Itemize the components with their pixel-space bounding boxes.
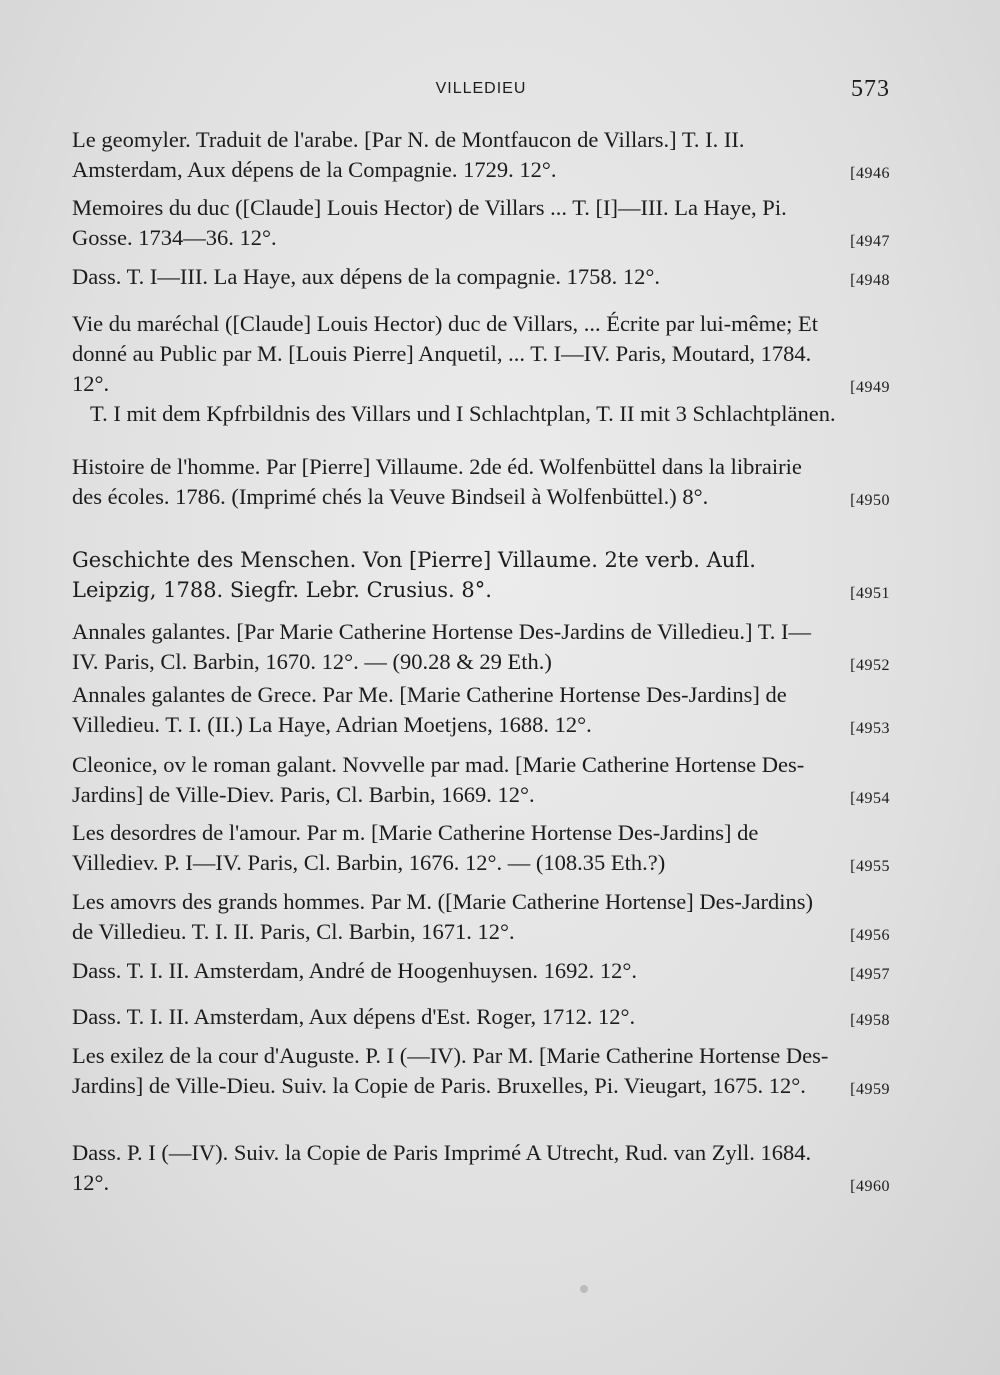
entry-number: [4950: [850, 492, 890, 509]
paper-spot: [580, 1285, 588, 1293]
catalog-entry: [72, 956, 890, 986]
catalog-entry: [72, 818, 890, 878]
entry-text: Annales galantes. [Par Marie Catherine Hortense Des-Jardins de Villedieu.] T. I—IV. Paris, Cl. Barbin, 1670. 12°. — (90.28 & 29 Eth.): [72, 619, 812, 674]
catalog-entry: [72, 1002, 890, 1032]
entry-text: Vie du maréchal ([Claude] Louis Hector) duc de Villars, ... Écrite par lui-même; Et donné au Public par M. [Louis Pierre] Anquetil, ... T. I—IV. Paris, Moutard, 1784. 12°.: [72, 311, 818, 396]
entry-number: [4951: [850, 585, 890, 602]
entry-number: [4959: [850, 1081, 890, 1098]
entry-text: Dass. T. I—III. La Haye, aux dépens de la compagnie. 1758. 12°.: [72, 264, 660, 289]
page-number: 573: [851, 76, 890, 102]
entry-number: [4957: [850, 966, 890, 983]
catalog-entry: [72, 452, 890, 512]
catalog-entry: [72, 617, 890, 677]
entry-number: [4958: [850, 1012, 890, 1029]
entry-text: Le geomyler. Traduit de l'arabe. [Par N. de Montfaucon de Villars.] T. I. II. Amsterdam, Aux dépens de la Compagnie. 1729. 12°.: [72, 127, 745, 182]
catalog-entry: [72, 680, 890, 740]
entry-number: [4953: [850, 720, 890, 737]
entry-text: Dass. T. I. II. Amsterdam, André de Hoogenhuysen. 1692. 12°.: [72, 958, 637, 983]
catalog-entry: [72, 750, 890, 810]
entry-number: [4946: [850, 165, 890, 182]
entry-text: Geschichte des Menschen. Von [Pierre] Villaume. 2te verb. Aufl. Leipzig, 1788. Siegfr. Lebr. Crusius. 8°.: [72, 548, 756, 602]
entry-number: [4952: [850, 657, 890, 674]
catalog-entry: [72, 1041, 890, 1101]
entry-number: [4956: [850, 927, 890, 944]
entry-text: Les exilez de la cour d'Auguste. P. I (—IV). Par M. [Marie Catherine Hortense Des-Jardins] de Ville-Dieu. Suiv. la Copie de Paris. Bruxelles, Pi. Vieugart, 1675. 12°.: [72, 1043, 829, 1098]
catalog-entry: [72, 125, 890, 185]
entry-number: [4955: [850, 858, 890, 875]
page-header: [72, 76, 890, 108]
entry-text: Les desordres de l'amour. Par m. [Marie Catherine Hortense Des-Jardins] de Villediev. P. I—IV. Paris, Cl. Barbin, 1676. 12°. — (108.35 Eth.?): [72, 820, 759, 875]
entry-number: [4947: [850, 233, 890, 250]
catalog-entry: [72, 545, 890, 605]
catalog-entry: [72, 1138, 890, 1198]
catalog-entry: [72, 887, 890, 947]
catalog-entry: [72, 309, 890, 429]
entry-text: Histoire de l'homme. Par [Pierre] Villaume. 2de éd. Wolfenbüttel dans la librairie des écoles. 1786. (Imprimé chés la Veuve Bindseil à Wolfenbüttel.) 8°.: [72, 454, 802, 509]
entry-note: T. I mit dem Kpfrbildnis des Villars und I Schlachtplan, T. II mit 3 Schlachtplänen.: [90, 401, 836, 426]
entry-text: Dass. P. I (—IV). Suiv. la Copie de Paris Imprimé A Utrecht, Rud. van Zyll. 1684. 12°.: [72, 1140, 812, 1195]
running-title: VILLEDIEU: [435, 80, 527, 97]
entry-number: [4960: [850, 1178, 890, 1195]
entry-text: Dass. T. I. II. Amsterdam, Aux dépens d'Est. Roger, 1712. 12°.: [72, 1004, 636, 1029]
catalog-entry: [72, 193, 890, 253]
entry-number: [4948: [850, 272, 890, 289]
entry-text: Annales galantes de Grece. Par Me. [Marie Catherine Hortense Des-Jardins] de Villedieu. T. I. (II.) La Haye, Adrian Moetjens, 1688. 12°.: [72, 682, 787, 737]
entry-text: Cleonice, ov le roman galant. Novvelle par mad. [Marie Catherine Hortense Des-Jardins] de Ville-Diev. Paris, Cl. Barbin, 1669. 12°.: [72, 752, 805, 807]
entry-number: [4949: [850, 379, 890, 396]
entry-text: Memoires du duc ([Claude] Louis Hector) de Villars ... T. [I]—III. La Haye, Pi. Gosse. 1734—36. 12°.: [72, 195, 787, 250]
entry-number: [4954: [850, 790, 890, 807]
entry-text: Les amovrs des grands hommes. Par M. ([Marie Catherine Hortense] Des-Jardins) de Villedieu. T. I. II. Paris, Cl. Barbin, 1671. 12°.: [72, 889, 814, 944]
catalog-entry: [72, 262, 890, 292]
